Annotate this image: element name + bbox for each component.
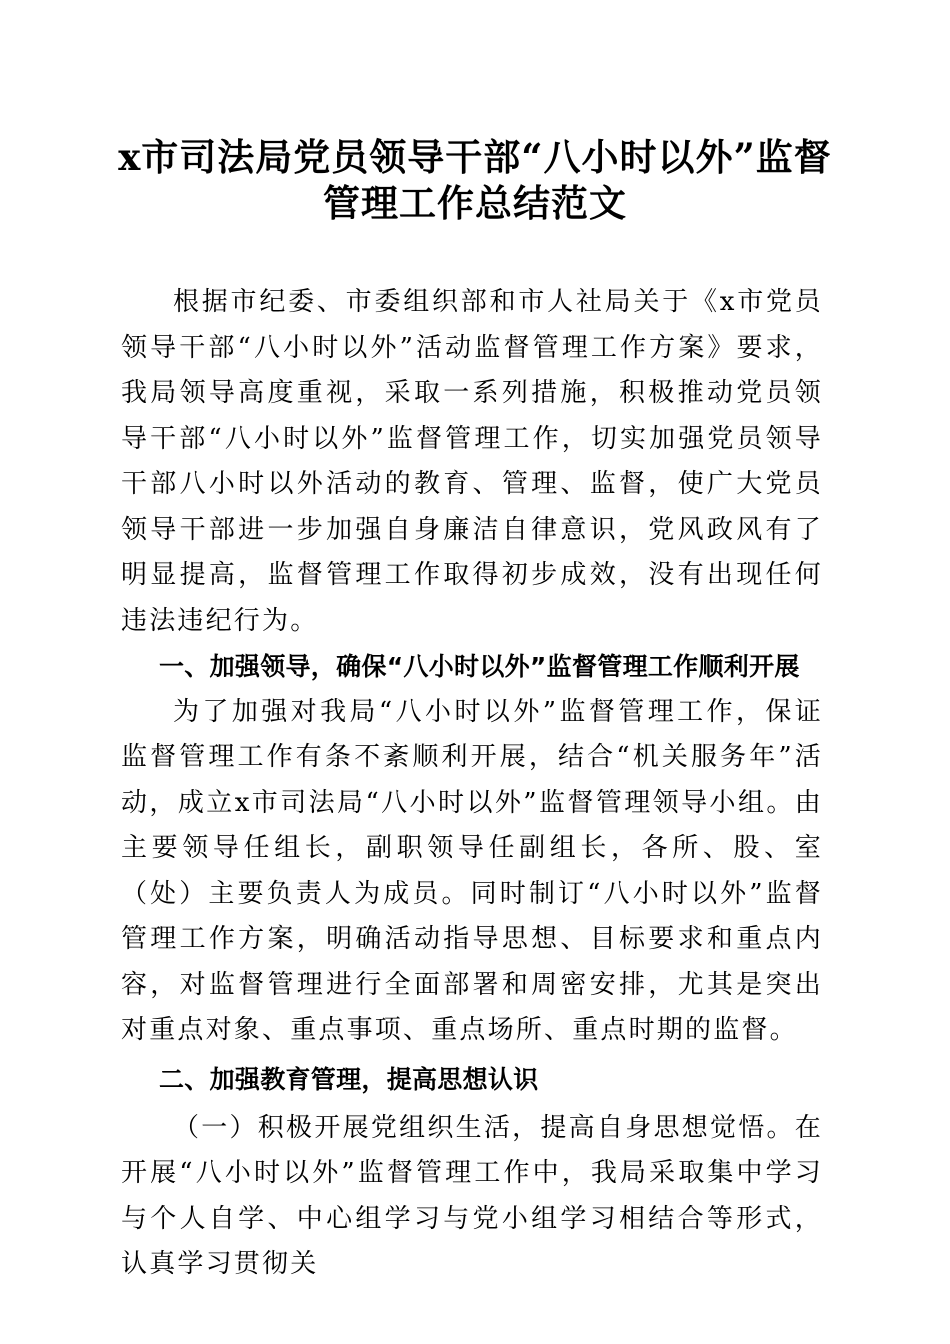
document-title xyxy=(110,134,840,226)
title-line-2: 管理工作总结范文 xyxy=(323,181,627,225)
intro-paragraph: 根据市纪委、市委组织部和市人社局关于《x市党员领导干部“八小时以外”活动监督管理工作方案》要求，我局领导高度重视，采取一系列措施，积极推动党员领导干部“八小时以外”监督管理工作，切实加强党员领导干部八小时以外活动的教育、管理、监督，使广大党员领导干部进一步加强自身廉洁自律意识，党风政风有了明显提高，监督管理工作取得初步成效，没有出现任何违法违纪行为。 xyxy=(121,287,823,636)
section-2-paragraph: （一）积极开展党组织生活，提高自身思想觉悟。在开展“八小时以外”监督管理工作中，我局采取集中学习与个人自学、中心组学习与党小组学习相结合等形式，认真学习贯彻关 xyxy=(121,1112,823,1279)
section-2-heading: 二、加强教育管理，提高思想认识 xyxy=(159,1064,539,1094)
title-line-1: x市司法局党员领导干部“八小时以外”监督 xyxy=(118,135,832,179)
document-body xyxy=(121,280,823,1288)
section-1-heading: 一、加强领导，确保“八小时以外”监督管理工作顺利开展 xyxy=(159,652,800,681)
section-1-paragraph: 为了加强对我局“八小时以外”监督管理工作，保证监督管理工作有条不紊顺利开展，结合“机关服务年”活动，成立x市司法局“八小时以外”监督管理领导小组。由主要领导任组长，副职领导任副组长，各所、股、室（处）主要负责人为成员。同时制订“八小时以外”监督管理工作方案，明确活动指导思想、目标要求和重点内容，对监督管理进行全面部署和周密安排，尤其是突出对重点对象、重点事项、重点场所、重点时期的监督。 xyxy=(121,696,823,1045)
